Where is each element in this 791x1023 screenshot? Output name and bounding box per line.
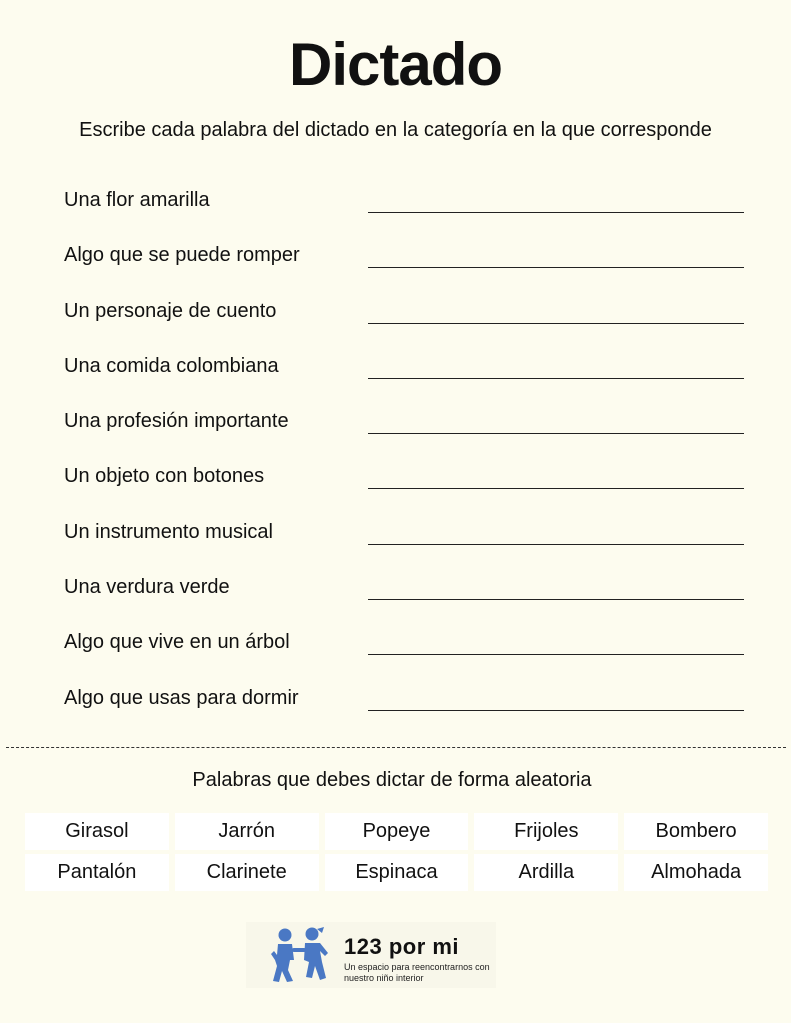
category-row xyxy=(64,510,744,565)
word-cell: Ardilla xyxy=(474,854,618,891)
category-row xyxy=(64,233,744,288)
answer-line[interactable] xyxy=(368,710,744,711)
category-row xyxy=(64,565,744,620)
answer-line[interactable] xyxy=(368,544,744,545)
category-row xyxy=(64,399,744,454)
answer-line[interactable] xyxy=(368,212,744,213)
word-cell: Girasol xyxy=(25,813,169,850)
dashed-divider xyxy=(6,747,786,748)
page-title: Dictado xyxy=(288,31,503,98)
word-cell: Jarrón xyxy=(175,813,319,850)
instructions-text: Escribe cada palabra del dictado en la categoría en la que corresponde xyxy=(79,119,712,141)
category-label: Algo que vive en un árbol xyxy=(64,631,290,654)
category-row xyxy=(64,454,744,509)
footer-logo xyxy=(246,922,496,988)
category-label: Algo que usas para dormir xyxy=(64,686,299,709)
category-label: Algo que se puede romper xyxy=(64,244,300,267)
category-label: Un objeto con botones xyxy=(64,465,265,488)
answer-line[interactable] xyxy=(368,378,744,379)
answer-line[interactable] xyxy=(368,323,744,324)
category-row xyxy=(64,178,744,233)
category-row xyxy=(64,289,744,344)
answer-line[interactable] xyxy=(368,599,744,600)
words-section-title: Palabras que debes dictar de forma aleatoria xyxy=(192,769,592,791)
category-label: Una flor amarilla xyxy=(64,189,210,211)
word-grid xyxy=(25,813,768,891)
word-cell: Clarinete xyxy=(175,854,319,891)
category-row xyxy=(64,620,744,675)
category-row xyxy=(64,344,744,399)
category-label: Un instrumento musical xyxy=(64,520,273,543)
word-cell: Bombero xyxy=(624,813,768,850)
two-children-running-icon xyxy=(270,926,334,984)
category-label: Un personaje de cuento xyxy=(64,299,277,322)
answer-line[interactable] xyxy=(368,488,744,489)
answer-line[interactable] xyxy=(368,267,744,268)
answer-line[interactable] xyxy=(368,654,744,655)
word-cell: Frijoles xyxy=(474,813,618,850)
word-cell: Pantalón xyxy=(25,854,169,891)
brand-tagline: Un espacio para reencontrarnos con nuestro niño interior xyxy=(344,962,490,983)
answer-line[interactable] xyxy=(368,433,744,434)
word-cell: Espinaca xyxy=(325,854,469,891)
category-label: Una profesión importante xyxy=(64,410,289,433)
category-list xyxy=(64,178,744,731)
word-cell: Popeye xyxy=(325,813,469,850)
word-cell: Almohada xyxy=(624,854,768,891)
category-row xyxy=(64,676,744,731)
category-label: Una comida colombiana xyxy=(64,354,279,377)
brand-name: 123 por mi xyxy=(344,934,460,959)
category-label: Una verdura verde xyxy=(64,576,230,599)
